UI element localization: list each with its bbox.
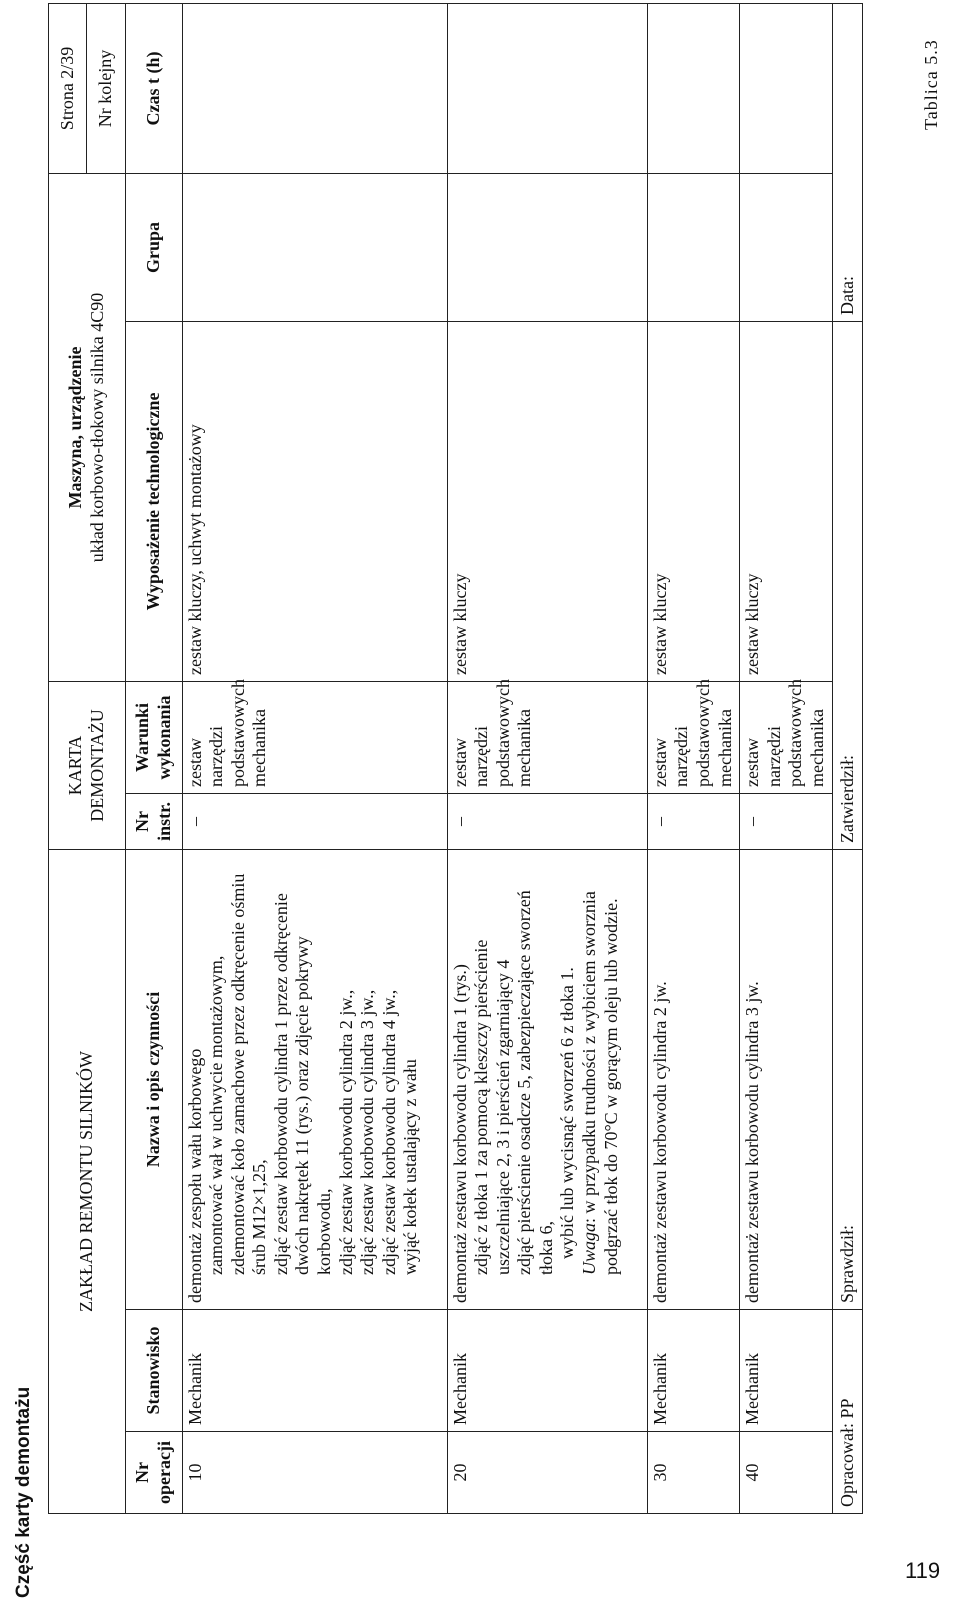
op-number: 30 xyxy=(647,1432,739,1514)
equipment: zestaw kluczy xyxy=(447,321,647,681)
op-number: 10 xyxy=(182,1432,447,1514)
page-info-cell xyxy=(49,3,126,173)
conditions: zestaw narzędzi podstawowych mechanika xyxy=(182,681,447,793)
instr-number: – xyxy=(182,793,447,849)
group xyxy=(740,173,832,321)
col-wyposazenie: Wyposażenie technologiczne xyxy=(125,321,182,681)
step-text: zdjąć zestaw korbowodu cylindra 3 jw., xyxy=(357,989,378,1275)
card-title xyxy=(49,681,126,849)
step-text: zamontować wał w uchwycie montażowym, xyxy=(206,955,227,1275)
col-warunki: Warunki wykonania xyxy=(125,681,182,793)
column-header-row xyxy=(125,3,182,1513)
time xyxy=(447,3,647,173)
table-row xyxy=(740,3,832,1513)
approved-by: Zatwierdził: xyxy=(832,321,862,849)
table-row xyxy=(647,3,739,1513)
table-row xyxy=(447,3,647,1513)
page-number: 119 xyxy=(905,1558,941,1583)
conditions: zestaw narzędzi podstawowych mechanika xyxy=(740,681,832,793)
equipment: zestaw kluczy xyxy=(647,321,739,681)
company-name: ZAKŁAD REMONTU SILNIKÓW xyxy=(49,849,126,1513)
disassembly-card xyxy=(48,4,863,1514)
footer-row xyxy=(832,3,862,1513)
machine-value: układ korbowo-tłokowy silnika 4C90 xyxy=(86,292,107,563)
header-row xyxy=(49,3,126,1513)
step-text: demontaż zestawu korbowodu cylindra 3 jw. xyxy=(742,981,763,1303)
note-label: Uwaga xyxy=(579,1222,600,1275)
equipment: zestaw kluczy xyxy=(740,321,832,681)
step-text: zdemontować koło zamachowe przez odkręcenie ośmiu śrub M12×1,25, xyxy=(227,873,270,1275)
conditions: zestaw narzędzi podstawowych mechanika xyxy=(447,681,647,793)
step-text: zdjąć z tłoka 1 za pomocą kleszczy pierścienie uszczelniające 2, 3 i pierścień zgarniający 4 xyxy=(471,939,513,1275)
step-text: wybić lub wycisnąć sworzeń 6 z tłoka 1. xyxy=(557,967,578,1259)
note xyxy=(579,856,622,1303)
equipment: zestaw kluczy, uchwyt montażowy xyxy=(182,321,447,681)
step-text: zdjąć zestaw korbowodu cylindra 2 jw., xyxy=(335,989,356,1275)
card-title-line-1: KARTA xyxy=(65,735,86,796)
station: Mechanik xyxy=(447,1310,647,1432)
description xyxy=(647,849,739,1309)
time xyxy=(647,3,739,173)
group xyxy=(647,173,739,321)
col-nr-operacji: Nr operacji xyxy=(125,1432,182,1514)
instr-number: – xyxy=(740,793,832,849)
description xyxy=(182,849,447,1309)
station: Mechanik xyxy=(740,1310,832,1432)
checked-by: Sprawdził: xyxy=(832,849,862,1309)
col-nr-instr: Nr instr. xyxy=(125,793,182,849)
step-text: zdjąć zestaw korbowodu cylindra 4 jw., xyxy=(378,989,399,1275)
conditions: zestaw narzędzi podstawowych mechanika xyxy=(647,681,739,793)
description xyxy=(447,849,647,1309)
machine-label: Maszyna, urządzenie xyxy=(65,346,86,509)
step-text: zdjąć zestaw korbowodu cylindra 1 przez odkręcenie dwóch nakrętek 11 (rys.) oraz zdjęcie pokrywy korbowodu, xyxy=(270,893,335,1275)
col-grupa: Grupa xyxy=(125,173,182,321)
time xyxy=(740,3,832,173)
table-label: Tablica 5.3 xyxy=(921,39,941,130)
group xyxy=(447,173,647,321)
station: Mechanik xyxy=(647,1310,739,1432)
machine-cell xyxy=(49,173,126,681)
station: Mechanik xyxy=(182,1310,447,1432)
step-text: zdjąć pierścienie osadcze 5, zabezpieczające sworzeń tłoka 6, xyxy=(514,890,556,1275)
table-row xyxy=(182,3,447,1513)
instr-number: – xyxy=(447,793,647,849)
date: Data: xyxy=(832,3,862,321)
card-table xyxy=(48,3,863,1514)
step-text: wyjąć kołek ustalający z wału xyxy=(400,1059,421,1275)
prepared-by: Opracował: PP xyxy=(832,1310,862,1514)
instr-number: – xyxy=(647,793,739,849)
time xyxy=(182,3,447,173)
op-number: 40 xyxy=(740,1432,832,1514)
note-text: : w przypadku trudności z wybiciem sworznia podgrzać tłok do 70°C w gorącym oleju lub wodzie. xyxy=(579,891,621,1275)
group xyxy=(182,173,447,321)
col-opis: Nazwa i opis czynności xyxy=(125,849,182,1309)
page-title: Część karty demontażu xyxy=(13,1386,34,1598)
col-czas: Czas t (h) xyxy=(125,3,182,173)
step-text: demontaż zestawu korbowodu cylindra 1 (rys.) xyxy=(449,964,470,1303)
description xyxy=(740,849,832,1309)
page-info: Strona 2/39 xyxy=(49,4,87,173)
card-title-line-2: DEMONTAŻU xyxy=(86,709,107,822)
step-text: demontaż zespołu wału korbowego xyxy=(184,1048,205,1303)
op-number: 20 xyxy=(447,1432,647,1514)
col-stanowisko: Stanowisko xyxy=(125,1310,182,1432)
serial-label: Nr kolejny xyxy=(95,49,116,128)
step-text: demontaż zestawu korbowodu cylindra 2 jw. xyxy=(649,981,670,1303)
